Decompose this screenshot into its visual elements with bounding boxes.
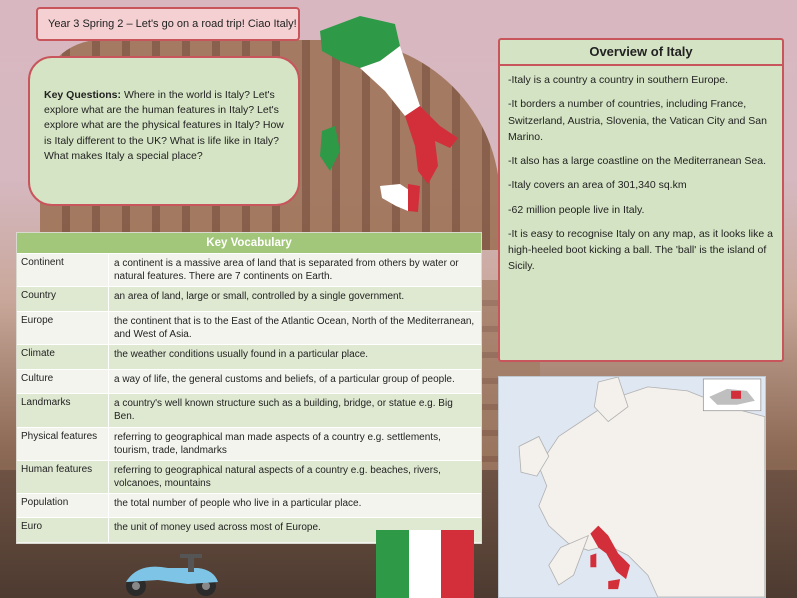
overview-point: -Italy covers an area of 301,340 sq.km (508, 179, 687, 192)
overview-point: -It borders a number of countries, including France, Switzerland, Austria, Slovenia, the Vatican City and San Marino. (508, 98, 767, 143)
overview-point: -62 million people live in Italy. (508, 203, 645, 216)
overview-point: -Italy is a country a country in southern Europe. (508, 74, 729, 86)
vocab-term: Climate (17, 345, 109, 369)
key-questions-text: Where in the world is Italy? Let's explore what are the human features in Italy? Let's explore what are the physical features in Italy? How is Italy different to the UK? What is life like in Italy? What makes Italy a special place? (44, 89, 284, 162)
vocab-definition: the total number of people who live in a particular place. (114, 498, 362, 509)
vocab-term: Country (17, 287, 109, 311)
vocab-definition: an area of land, large or small, controlled by a single government. (114, 291, 405, 302)
vocab-term: Culture (17, 370, 109, 393)
vocab-definition: the weather conditions usually found in a particular place. (114, 349, 369, 360)
vocab-definition: the unit of money used across most of Europe. (114, 522, 321, 533)
vocab-row (17, 493, 481, 517)
vocab-row (17, 253, 481, 286)
vocab-term: Euro (17, 518, 109, 542)
key-questions-label: Key Questions: (44, 89, 122, 101)
vocab-definition: a continent is a massive area of land that is separated from others by water or natural features. There are 7 continents on Earth. (114, 258, 459, 282)
overview-point: -It also has a large coastline on the Mediterranean Sea. (508, 155, 766, 168)
vocab-definition: referring to geographical man made aspects of a country e.g. settlements, tourism, trade, landmarks (114, 432, 441, 456)
vocab-term: Continent (17, 254, 109, 286)
vocab-term: Europe (17, 312, 109, 344)
vocab-definition: the continent that is to the East of the Atlantic Ocean, North of the Mediterranean, and West of Asia. (114, 316, 475, 340)
vocab-row (17, 369, 481, 393)
page-title: Year 3 Spring 2 – Let's go on a road trip! Ciao Italy! (36, 7, 300, 41)
vocab-term: Landmarks (17, 394, 109, 427)
vocab-definition: referring to geographical natural aspects of a country e.g. beaches, rivers, volcanoes, mountains (114, 465, 441, 489)
italy-flag-map-image (300, 6, 470, 216)
overview-point: -It is easy to recognise Italy on any map, as it looks like a high-heeled boot kicking a ball. The 'ball' is the island of Sicily. (508, 227, 773, 273)
vocab-term: Population (17, 494, 109, 517)
vocab-row (17, 393, 481, 427)
overview-panel (498, 38, 784, 362)
vocab-row (17, 311, 481, 344)
vocab-row (17, 286, 481, 311)
key-questions-box (28, 56, 300, 206)
vocab-definition: a country's well known structure such as a building, bridge, or statue e.g. Big Ben. (114, 398, 453, 422)
vocabulary-heading: Key Vocabulary (17, 233, 481, 253)
vocab-definition: a way of life, the general customs and beliefs, of a particular group of people. (114, 374, 455, 385)
vocab-term: Human features (17, 461, 109, 493)
vocab-term: Physical features (17, 428, 109, 460)
italy-flag-image (376, 530, 474, 598)
vocab-row (17, 344, 481, 369)
europe-map-image (498, 376, 766, 598)
scooter-image (118, 552, 228, 598)
vocab-row (17, 427, 481, 460)
overview-heading: Overview of Italy (500, 40, 782, 66)
vocab-row (17, 460, 481, 493)
key-vocabulary-table (16, 232, 482, 544)
